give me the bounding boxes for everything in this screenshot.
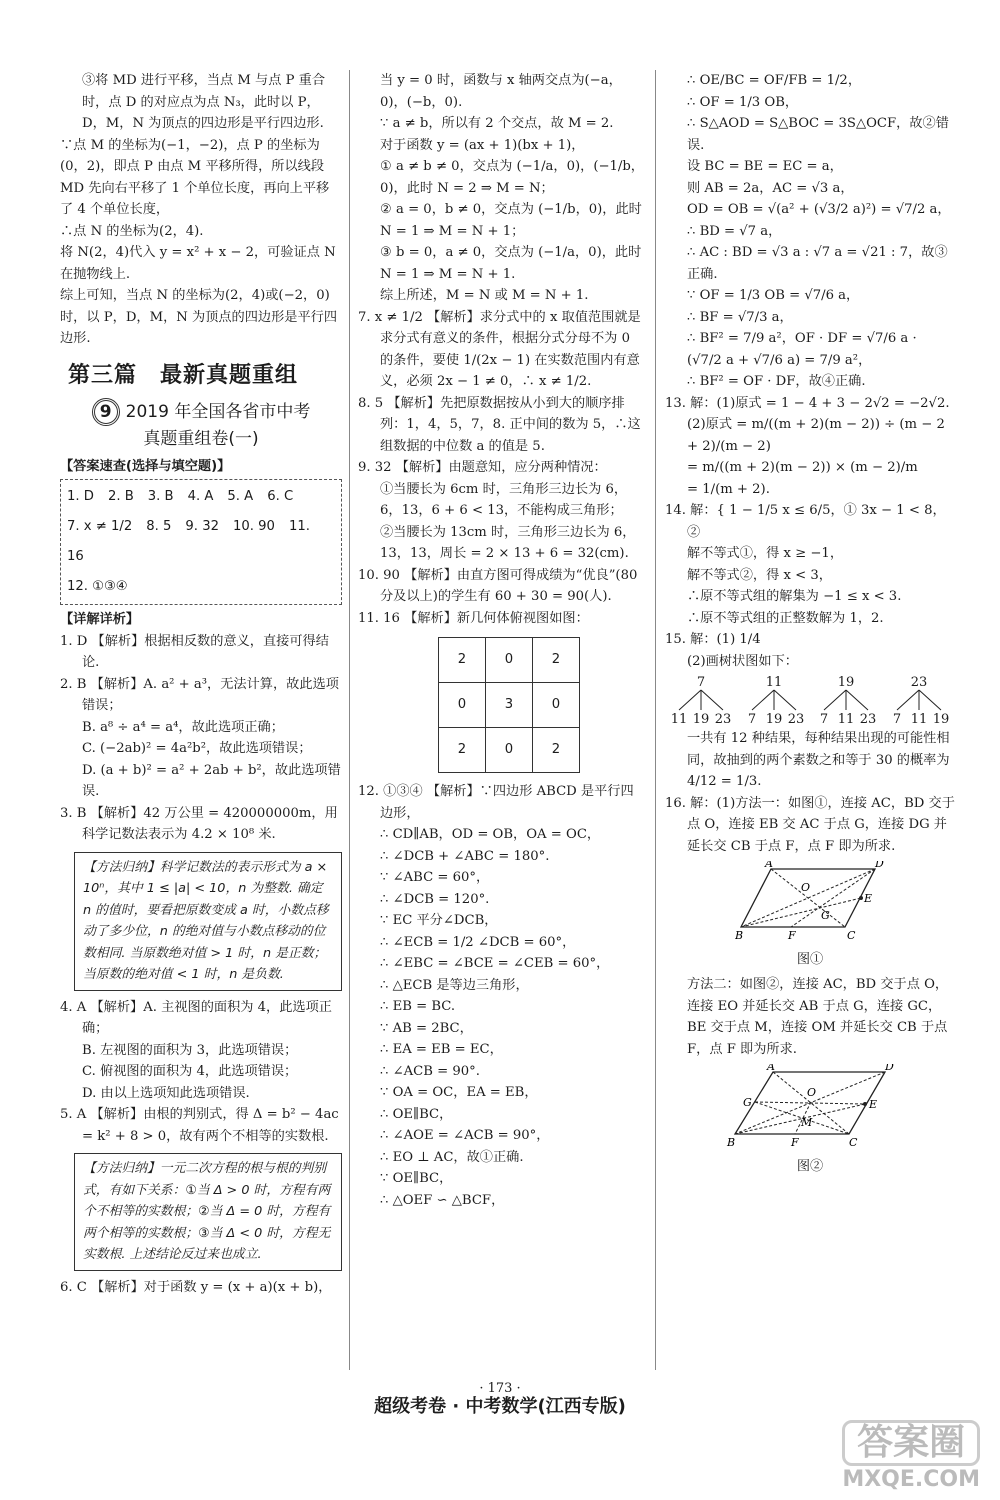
answer-item: 6. C	[267, 489, 294, 504]
paper-title	[60, 398, 342, 426]
question-14-c: 解不等式②，得 x < 3，	[687, 567, 832, 583]
answer-item: 3. B	[147, 489, 174, 504]
question-4: 4. A 【解析】A. 主视图的面积为 4，此选项正确；	[60, 999, 332, 1036]
step-line: ∵ AB = 2BC，	[380, 1020, 473, 1036]
tree-edge	[846, 690, 868, 710]
para: 将 N(2，4)代入 y = x² + x − 2，可验证点 N 在抛物线上.	[60, 245, 336, 282]
step-line: 则 AB = 2a，AC = √3 a，	[687, 180, 854, 196]
para: 综上所述，M = N 或 M = N + 1.	[380, 288, 589, 303]
step-line: 设 BC = BE = EC = a，	[687, 159, 843, 174]
step-line: ∴ BF² = OF · DF，故④正确.	[687, 374, 866, 389]
step-line: ∵ EC 平分∠DCB，	[380, 913, 498, 928]
answer-box	[60, 479, 342, 605]
figure-1	[665, 861, 955, 970]
para: ∴点 N 的坐标为(2，4).	[60, 223, 204, 239]
column-left	[60, 70, 342, 1298]
question-10: 10. 90 【解析】由直方图可得成绩为“优良”(80 分及以上)的学生有 60 + 30 = 90(人).	[358, 567, 638, 604]
step-line: ∵ OA = OC，EA = EB，	[380, 1085, 538, 1100]
grid-cell: 2	[439, 728, 486, 773]
parallelogram-figure-2	[725, 1064, 895, 1148]
para: ② a = 0，b ≠ 0，交点为 (−1/b，0)，此时 N = 1 ⇒ M = N + 1；	[380, 202, 642, 239]
step-line: ∴ AC : BD = √3 a : √7 a = √21 : 7，故③正确.	[687, 245, 948, 282]
para: ③将 MD 进行平移，当点 M 与点 P 重合时，点 D 的对应点为点 N₃，此时以 P，D，M，N 为顶点的四边形是平行四边形.	[82, 73, 326, 131]
answer-item: 1. D	[67, 489, 94, 504]
answer-item: 7. x ≠ 1/2	[67, 519, 133, 534]
step-line: ∴ OE/BC = OF/FB = 1/2，	[687, 73, 862, 88]
tree-root: 23	[910, 675, 928, 690]
page-number: · 173 ·	[479, 1381, 521, 1396]
label-A: A	[765, 861, 773, 870]
tree-leaf: 7	[820, 712, 829, 726]
answer-item: 10. 90	[232, 519, 275, 534]
figure-1-caption: 图①	[796, 951, 824, 967]
label-E: E	[869, 1098, 878, 1111]
answer-item: 4. A	[187, 489, 214, 504]
question-16: 16. 解：(1)方法一：如图①，连接 AC，BD 交于点 O，连接 EB 交 AC 于点 G，连接 DG 并延长交 CB 于点 F，点 F 即为所求.	[665, 795, 955, 854]
step-line: ∵ OE∥BC，	[380, 1171, 453, 1186]
label-D: D	[875, 861, 884, 870]
para: ∵点 M 的坐标为(−1，−2)，点 P 的坐标为(0，2)，即点 P 由点 M 平移所得，所以线段 MD 先向右平移了 1 个单位长度，再向上平移了 4 个单位长度，	[60, 137, 330, 217]
step-line: ∴ ∠DCB = 120°.	[380, 891, 490, 907]
question-13-d: = 1/(m + 2).	[687, 481, 770, 497]
label-C: C	[847, 929, 856, 941]
question-14: 14. 解：{ 1 − 1/5 x ≤ 6/5，① 3x − 1 < 8，②	[665, 503, 946, 540]
tree-leaf: 23	[714, 712, 732, 726]
tree-leaf: 23	[859, 712, 877, 726]
step-line: ∴ ∠AOE = ∠ACB = 90°，	[380, 1128, 550, 1143]
tree-edge	[701, 690, 723, 710]
question-2-d: D. (a + b)² = a² + 2ab + b²，故此选项错误.	[82, 762, 341, 799]
tree-edge	[824, 690, 846, 710]
watermark-bottom: MXQE.COM	[842, 1467, 980, 1492]
label-O: O	[801, 881, 811, 894]
tree-edge	[919, 690, 941, 710]
step-line: ∴ ∠EBC = ∠BCE = ∠CEB = 60°，	[380, 956, 610, 971]
question-13-b: (2)原式 = m/((m + 2)(m − 2)) ÷ (m − 2 + 2)/(m − 2)	[687, 417, 945, 454]
step-line: ∴ ∠ACB = 90°.	[380, 1063, 480, 1079]
grid-cell: 2	[439, 638, 486, 683]
column-right	[665, 70, 955, 1181]
label-G: G	[821, 909, 830, 922]
question-2: 2. B 【解析】A. a² + a³，无法计算，故此选项错误；	[60, 676, 339, 713]
question-15: 15. 解：(1) 1/4	[665, 632, 761, 647]
question-12-steps	[358, 824, 646, 1211]
figure-2-caption: 图②	[796, 1158, 824, 1174]
tree-root: 11	[765, 675, 783, 690]
tree-leaf: 19	[765, 712, 783, 726]
step-line: ∴ BF² = 7/9 a²，OF · DF = √7/6 a · (√7/2 a + √7/6 a) = 7/9 a²，	[687, 331, 917, 368]
column-divider-2	[655, 70, 656, 1370]
step-line: ∴ EA = EB = EC，	[380, 1042, 503, 1057]
figure-2	[665, 1064, 955, 1177]
tree-diagram	[665, 674, 955, 726]
label-E: E	[864, 892, 873, 905]
answer-row	[67, 482, 335, 512]
para: 综上可知，当点 N 的坐标为(2，4)或(−2，0)时，以 P，D，M，N 为顶点的四边形是平行四边形.	[60, 288, 338, 346]
question-2-c: C. (−2ab)² = 4a²b²，故此选项错误；	[82, 741, 312, 756]
step-line: ∴ △ECB 是等边三角形，	[380, 977, 529, 993]
answer-row	[67, 512, 335, 572]
tree-edge	[897, 690, 919, 710]
para: 对于函数 y = (ax + 1)(bx + 1)，	[380, 137, 585, 153]
tree-leaf: 19	[932, 712, 950, 726]
step-line: ∴ ∠DCB + ∠ABC = 180°.	[380, 848, 550, 864]
paper-number-badge: 9	[92, 398, 120, 426]
proof-steps	[665, 70, 955, 393]
answer-item: 11. 16	[67, 519, 310, 564]
tree-leaf: 23	[787, 712, 805, 726]
label-F: F	[791, 1136, 799, 1148]
book-title: 超级考卷 · 中考数学(江西专版)	[374, 1396, 626, 1417]
method-box-2: 【方法归纳】一元二次方程的根与根的判别式，有如下关系：①当 Δ > 0 时，方程有两个不相等的实数根；②当 Δ = 0 时，方程有两个相等的实数根；③当 Δ < 0 时，方程无实数根. 上述结论反过来也成立.	[74, 1153, 342, 1271]
tree-edge	[752, 690, 774, 710]
question-3: 3. B 【解析】42 万公里 = 420000000m，用科学记数法表示为 4.2 × 10⁸ 米.	[60, 805, 338, 842]
question-12: 12. ①③④ 【解析】∵四边形 ABCD 是平行四边形，	[358, 784, 634, 821]
parallelogram-figure-1	[735, 861, 885, 941]
paper-title-line2: 真题重组卷(一)	[143, 428, 259, 449]
tree-edge	[774, 690, 796, 710]
section-title: 第三篇 最新真题重组	[68, 362, 299, 388]
step-line: ∴ OF = 1/3 OB，	[687, 94, 799, 110]
step-line: OD = OB = √(a² + (√3/2 a)²) = √7/2 a，	[687, 202, 951, 217]
step-line: ∴ S△AOD = S△BOC = 3S△OCF，故②错误.	[687, 116, 949, 153]
step-line: ∵ ∠ABC = 60°，	[380, 870, 490, 885]
question-13-c: = m/((m + 2)(m − 2)) × (m − 2)/m	[687, 460, 918, 475]
question-14-b: 解不等式①，得 x ≥ −1，	[687, 546, 844, 561]
answer-row: 12. ①③④	[67, 579, 128, 594]
step-line: ∴ CD∥AB，OD = OB，OA = OC，	[380, 827, 601, 842]
grid-cell: 0	[533, 683, 580, 728]
label-M: M	[801, 1116, 813, 1129]
grid-cell: 0	[486, 638, 533, 683]
step-line: ∴ OE∥BC，	[380, 1106, 453, 1122]
question-9-b: ①当腰长为 6cm 时，三角形三边长为 6，6，13，6 + 6 < 13，不能构成三角形；	[380, 481, 628, 518]
label-A: A	[767, 1064, 775, 1073]
tree-leaf: 7	[747, 712, 756, 726]
column-middle	[358, 70, 646, 1211]
question-1: 1. D 【解析】根据相反数的意义，直接可得结论.	[60, 633, 329, 670]
label-C: C	[849, 1136, 858, 1148]
grid-cell: 2	[533, 728, 580, 773]
question-8: 8. 5 【解析】先把原数据按从小到大的顺序排列：1，4，5，7，8. 正中间的数为 5，∴这组数据的中位数 a 的值是 5.	[358, 395, 641, 454]
answer-item: 5. A	[227, 489, 254, 504]
question-6: 6. C 【解析】对于函数 y = (x + a)(x + b)，	[60, 1279, 332, 1295]
question-14-e: ∴原不等式组的正整数解为 1，2.	[687, 610, 884, 626]
question-9: 9. 32 【解析】由题意知，应分两种情况：	[358, 460, 607, 475]
para: ③ b = 0，a ≠ 0，交点为 (−1/a，0)，此时 N = 1 ⇒ M = N + 1.	[380, 245, 642, 282]
label-B: B	[727, 1136, 736, 1148]
grid-cell: 0	[486, 728, 533, 773]
step-line: ∴ BD = √7 a，	[687, 223, 782, 239]
tree-edge	[679, 690, 701, 710]
step-line: ∵ OF = 1/3 OB = √7/6 a，	[687, 288, 860, 303]
question-11: 11. 16 【解析】新几何体俯视图如图：	[358, 610, 589, 626]
step-line: ∴ EB = BC.	[380, 999, 456, 1014]
question-15-c: 一共有 12 种结果，每种结果出现的可能性相同，故抽到的两个素数之和等于 30 的概率为 4/12 = 1/3.	[687, 731, 950, 789]
answer-item: 8. 5	[146, 519, 172, 534]
label-G: G	[743, 1096, 752, 1109]
tree-root: 19	[837, 675, 855, 690]
answer-quick-head: 【答案速查(选择与填空题)】	[60, 458, 231, 474]
step-line: ∴ △OEF ∽ △BCF，	[380, 1192, 505, 1208]
para: 当 y = 0 时，函数与 x 轴两交点为(−a，0)，(−b，0).	[380, 73, 622, 110]
column-divider-1	[349, 70, 350, 1370]
tree-leaf: 11	[910, 712, 928, 726]
grid-cell: 2	[533, 638, 580, 683]
tree-branch	[887, 674, 951, 726]
question-4-b: B. 左视图的面积为 3，此选项错误；	[82, 1042, 298, 1058]
question-7: 7. x ≠ 1/2 【解析】求分式中的 x 取值范围就是求分式有意义的条件，根据分式分母不为 0 的条件，要使 1/(2x − 1) 在实数范围内有意义，必须 2x − 1 ≠ 0，∴ x ≠ 1/2.	[358, 309, 641, 389]
question-13: 13. 解：(1)原式 = 1 − 4 + 3 − 2√2 = −2√2.	[665, 395, 950, 411]
answer-item: 2. B	[107, 489, 134, 504]
tree-root: 7	[697, 675, 706, 690]
grid-cell: 3	[486, 683, 533, 728]
question-5: 5. A 【解析】由根的判别式，得 Δ = b² − 4ac = k² + 8 > 0，故有两个不相等的实数根.	[60, 1107, 339, 1144]
step-line: ∴ EO ⊥ AC，故①正确.	[380, 1149, 524, 1165]
step-line: ∴ ∠ECB = 1/2 ∠DCB = 60°，	[380, 934, 576, 950]
tree-leaf: 11	[837, 712, 855, 726]
detail-head: 【详解详析】	[60, 612, 140, 627]
answer-item: 9. 32	[185, 519, 219, 534]
tree-branch	[742, 674, 806, 726]
question-4-d: D. 由以上选项知此选项错误.	[82, 1085, 250, 1101]
top-view-grid	[438, 637, 580, 773]
label-B: B	[735, 929, 744, 941]
step-line: ∴ BF = √7/3 a，	[687, 309, 793, 325]
question-16-b: 方法二：如图②，连接 AC，BD 交于点 O，连接 EO 并延长交 AB 于点 G，连接 GC，BE 交于点 M，连接 OM 并延长交 CB 于点 F，点 F 即为所求.	[687, 977, 949, 1057]
tree-branch	[669, 674, 733, 726]
question-2-b: B. a⁸ ÷ a⁴ = a⁴，故此选项正确；	[82, 719, 284, 735]
question-15-b: (2)画树状图如下：	[687, 653, 798, 669]
method-box-1: 【方法归纳】科学记数法的表示形式为 a × 10ⁿ，其中 1 ≤ |a| < 10，n 为整数. 确定 n 的值时，要看把原数变成 a 时，小数点移动了多少位，n 的绝对值与小数点移动的位数相同. 当原数绝对值 > 1 时，n 是正数；当原数的绝对值 < 1 时，n 是负数.	[74, 852, 342, 991]
para: ∵ a ≠ b，所以有 2 个交点，故 M = 2.	[380, 116, 614, 131]
paper-title-line1: 2019 年全国各省市中考	[125, 401, 311, 422]
label-D: D	[885, 1064, 894, 1073]
question-4-c: C. 俯视图的面积为 4，此选项错误；	[82, 1064, 298, 1079]
para: ① a ≠ b ≠ 0，交点为 (−1/a，0)，(−1/b，0)，此时 N = 2 ⇒ M = N；	[380, 159, 644, 196]
watermark-logo	[842, 1420, 980, 1494]
grid-cell: 0	[439, 683, 486, 728]
tree-leaf: 19	[692, 712, 710, 726]
question-14-d: ∴原不等式组的解集为 −1 ≤ x < 3.	[687, 589, 902, 604]
label-F: F	[788, 929, 796, 941]
label-O: O	[807, 1086, 817, 1099]
tree-leaf: 7	[892, 712, 901, 726]
question-9-c: ②当腰长为 13cm 时，三角形三边长为 6，13，13，周长 = 2 × 13 + 6 = 32(cm).	[380, 524, 636, 561]
watermark-top: 答案圈	[842, 1420, 980, 1466]
tree-branch	[814, 674, 878, 726]
tree-leaf: 11	[670, 712, 688, 726]
